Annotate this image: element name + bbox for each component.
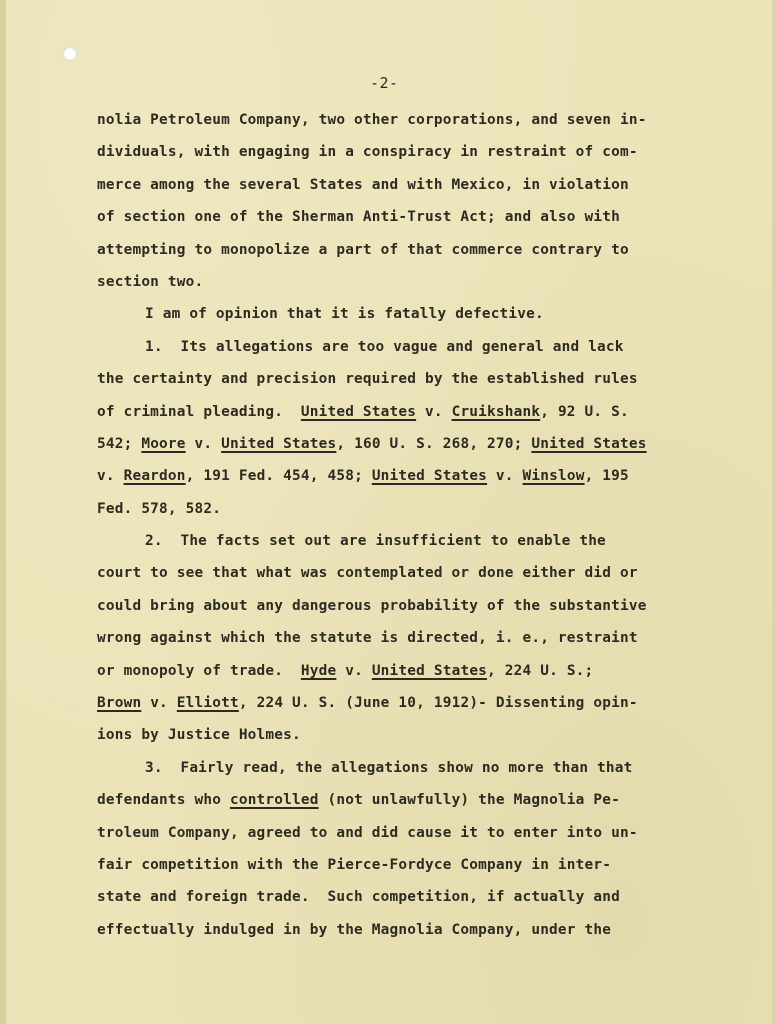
underlined-citation: controlled (229, 792, 319, 809)
text-segment: , 224 U. S. (June 10, 1912)- Dissenting opin- (238, 695, 638, 712)
text-line (97, 594, 717, 626)
underlined-citation: United States (531, 435, 647, 452)
underlined-citation: Elliott (176, 695, 239, 712)
text-line (97, 788, 717, 820)
text-line (97, 367, 717, 399)
text-segment: dividuals, with engaging in a conspiracy in restraint of com- (97, 144, 638, 161)
text-segment: nolia Petroleum Company, two other corporations, and seven in- (97, 112, 647, 128)
text-segment: or monopoly of trade. (97, 662, 301, 679)
text-line (97, 302, 717, 334)
text-segment: attempting to monopolize a part of that commerce contrary to (97, 241, 629, 258)
text-line (97, 853, 717, 885)
text-line (97, 756, 717, 788)
text-line (97, 821, 717, 853)
text-line (97, 691, 717, 723)
text-segment: wrong against which the statute is directed, i. e., restraint (97, 630, 638, 647)
text-line (97, 918, 717, 950)
text-segment: , 195 (584, 468, 629, 485)
text-line (97, 464, 717, 496)
text-segment: v. (336, 662, 372, 679)
text-segment: v. (97, 468, 124, 485)
text-segment: , 191 Fed. 454, 458; (185, 468, 372, 485)
text-line (97, 723, 717, 755)
text-segment: the certainty and precision required by the established rules (97, 371, 638, 388)
text-line (97, 529, 717, 561)
text-segment: 3. Fairly read, the allegations show no more than that (145, 759, 633, 776)
text-segment: troleum Company, agreed to and did cause it to enter into un- (97, 824, 638, 841)
underlined-citation: Cruikshank (451, 403, 541, 420)
text-segment: ions by Justice Holmes. (97, 727, 301, 744)
text-segment: court to see that what was contemplated or done either did or (97, 565, 638, 582)
text-line (97, 432, 717, 464)
underlined-citation: United States (371, 662, 488, 679)
text-line (97, 270, 717, 302)
text-line (97, 140, 717, 172)
text-segment: could bring about any dangerous probability of the substantive (97, 597, 647, 614)
underlined-citation: United States (300, 403, 417, 420)
underlined-citation: Reardon (123, 468, 186, 485)
text-line (97, 108, 717, 140)
text-segment: v. (185, 435, 222, 452)
text-line (97, 335, 717, 367)
text-segment: , 92 U. S. (540, 403, 629, 420)
underlined-citation: United States (371, 468, 488, 485)
text-segment: 1. Its allegations are too vague and general and lack (145, 338, 624, 355)
text-segment: of criminal pleading. (97, 403, 301, 420)
text-line (97, 238, 717, 270)
text-line (97, 626, 717, 658)
page-number: -2- (370, 74, 399, 92)
text-segment: v. (416, 403, 452, 420)
text-line (97, 205, 717, 237)
text-line (97, 561, 717, 593)
text-segment: effectually indulged in by the Magnolia Company, under the (97, 921, 612, 938)
text-segment: 2. The facts set out are insufficient to enable the (145, 533, 606, 550)
text-line (97, 497, 717, 529)
underlined-citation: United States (221, 435, 337, 452)
text-segment: I am of opinion that it is fatally defective. (145, 306, 544, 323)
text-segment: merce among the several States and with Mexico, in violation (97, 176, 629, 193)
text-line (97, 173, 717, 205)
underlined-citation: Winslow (522, 468, 585, 485)
text-segment: Fed. 578, 582. (97, 500, 222, 517)
text-line (97, 659, 717, 691)
text-segment: , 160 U. S. 268, 270; (336, 435, 532, 452)
text-segment: , 224 U. S.; (487, 662, 594, 679)
text-segment: (not unlawfully) the Magnolia Pe- (318, 792, 620, 809)
text-line (97, 885, 717, 917)
text-line (97, 400, 717, 432)
underlined-citation: Moore (141, 435, 186, 452)
text-segment: defendants who (97, 792, 230, 809)
underlined-citation: Hyde (300, 662, 337, 679)
text-segment: fair competition with the Pierce-Fordyce Company in inter- (97, 856, 612, 873)
text-segment: v. (141, 695, 177, 712)
punch-hole (63, 47, 77, 61)
text-segment: section two. (97, 273, 204, 290)
text-segment: v. (487, 468, 523, 485)
text-segment: 542; (97, 435, 142, 452)
text-segment: state and foreign trade. Such competition, if actually and (97, 889, 620, 906)
underlined-citation: Brown (97, 695, 142, 712)
body-text (97, 108, 717, 950)
text-segment: of section one of the Sherman Anti-Trust Act; and also with (97, 209, 620, 226)
